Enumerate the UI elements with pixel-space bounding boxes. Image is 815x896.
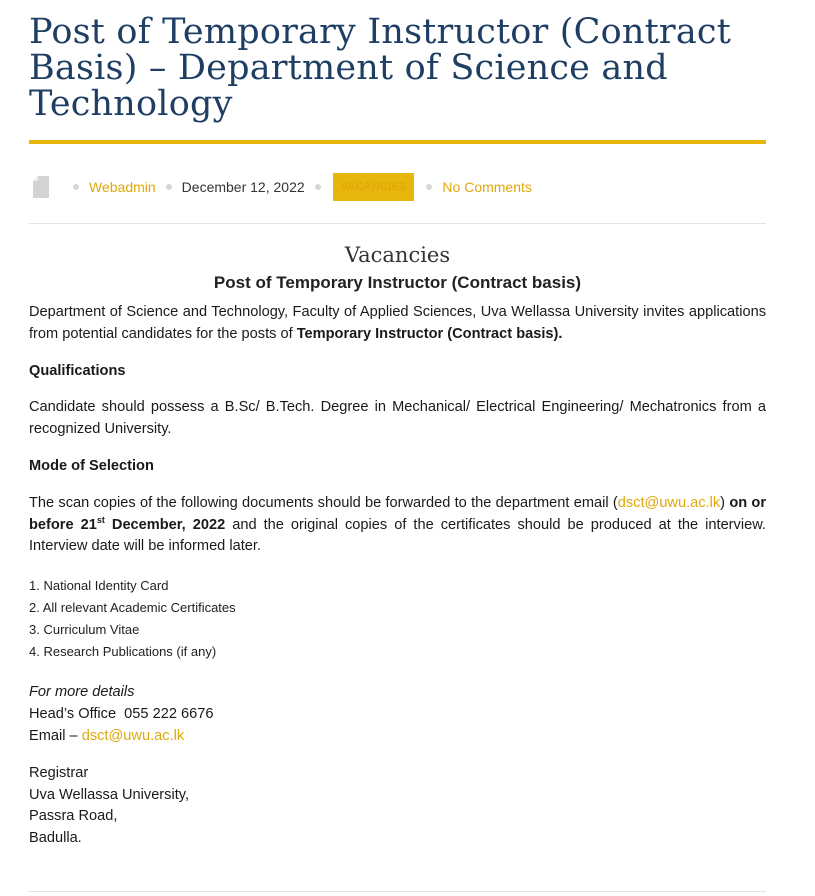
post-date: December 12, 2022	[181, 179, 305, 195]
selection-text-2: )	[720, 494, 726, 511]
office-label: Head’s Office 055 222 6676	[29, 706, 214, 723]
selection-email-link[interactable]: dsct@uwu.ac.lk	[617, 494, 721, 511]
intro-bold: Temporary Instructor (Contract basis).	[296, 325, 563, 342]
address-line: Badulla.	[29, 830, 82, 847]
details-label: For more details	[29, 684, 135, 701]
list-item: 1. National Identity Card	[29, 578, 169, 594]
category-badge[interactable]: VACANCIES	[333, 173, 415, 201]
list-item: 3. Curriculum Vitae	[29, 621, 140, 637]
address-line: Registrar	[29, 764, 89, 781]
deadline-bold-2: December, 2022	[104, 516, 226, 533]
author-link[interactable]: Webadmin	[89, 179, 156, 195]
meta-separator	[315, 184, 321, 190]
meta-separator	[73, 184, 79, 190]
deadline-bold-1: on or before 21	[29, 494, 767, 533]
intro-paragraph	[29, 302, 766, 346]
address-block	[29, 763, 766, 850]
title-divider	[29, 140, 766, 144]
intro-text: Department of Science and Technology, Faculty of Applied Sciences, Uva Wellassa University invites applications from potential candidates for the posts of	[29, 304, 766, 342]
post-title: Post of Temporary Instructor (Contract Basis) – Department of Science and Technology	[29, 12, 731, 124]
email-contact	[29, 726, 766, 748]
bottom-divider	[29, 891, 766, 892]
post-subtitle: Post of Temporary Instructor (Contract basis)	[213, 273, 582, 292]
list-item: 2. All relevant Academic Certificates	[29, 599, 236, 615]
document-icon	[33, 176, 49, 198]
office-contact	[29, 704, 766, 726]
post-article	[29, 0, 766, 850]
address-line: Passra Road,	[29, 808, 118, 825]
contact-email-link[interactable]: dsct@uwu.ac.lk	[81, 727, 185, 744]
email-label: Email –	[29, 727, 82, 744]
documents-list	[29, 575, 766, 662]
selection-heading: Mode of Selection	[29, 457, 154, 474]
meta-separator	[426, 184, 432, 190]
section-title: Vacancies	[344, 243, 451, 267]
qualifications-heading: Qualifications	[29, 362, 126, 379]
comments-link[interactable]: No Comments	[442, 179, 532, 195]
selection-text-1: The scan copies of the following documents should be forwarded to the department email (	[29, 494, 618, 511]
deadline-sup: st	[96, 514, 105, 525]
meta-separator	[166, 184, 172, 190]
selection-paragraph	[29, 493, 766, 558]
meta-divider	[29, 223, 766, 224]
post-meta	[29, 173, 766, 201]
address-line: Uva Wellassa University,	[29, 786, 190, 803]
selection-text-3: and the original copies of the certificates should be produced at the interview. Interview date will be informed later.	[29, 516, 766, 555]
list-item: 4. Research Publications (if any)	[29, 643, 217, 659]
qualifications-text: Candidate should possess a B.Sc/ B.Tech. Degree in Mechanical/ Electrical Engineering/ Mechatronics from a recognized University.	[29, 399, 766, 438]
